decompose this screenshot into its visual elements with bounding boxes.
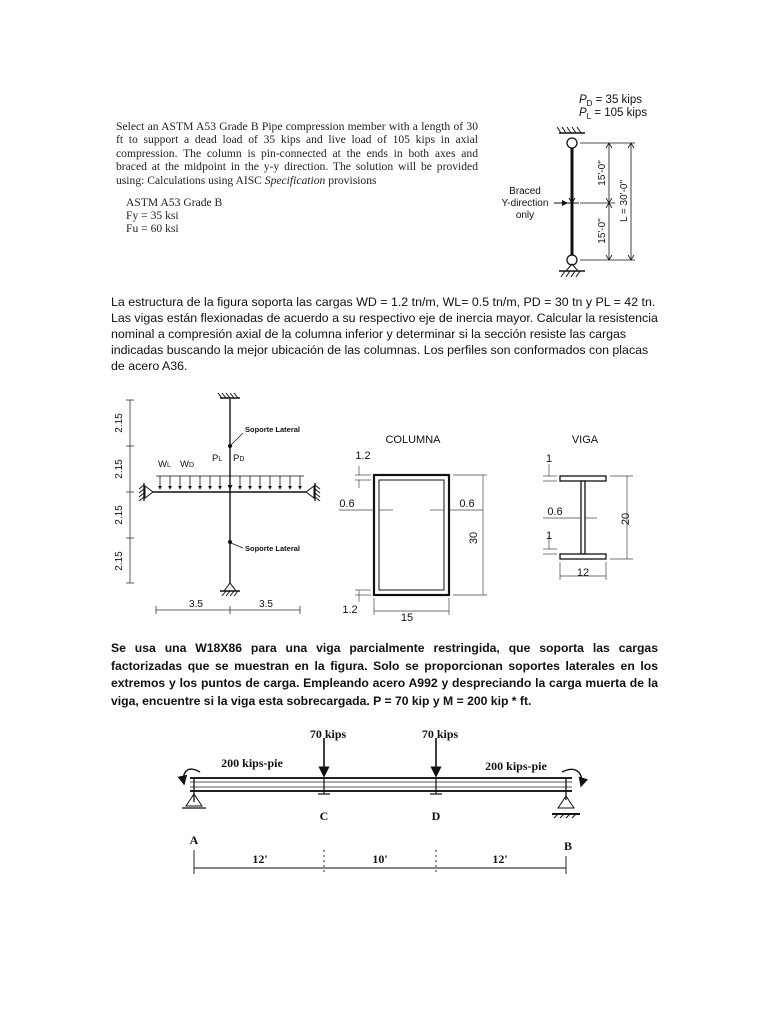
top-support (557, 127, 585, 148)
braced-label-1: Braced (509, 186, 541, 197)
height-3: 2.15 (114, 505, 125, 525)
span-cd: 10' (372, 852, 388, 866)
frame-left-support (139, 483, 153, 501)
columna-title: COLUMNA (385, 434, 441, 446)
columna-web-left: 0.6 (339, 498, 355, 510)
bottom-support (559, 255, 585, 277)
columna-section (335, 430, 495, 622)
frame-top-support (218, 393, 240, 398)
support-b (552, 778, 580, 818)
frame-right-support (306, 483, 320, 501)
point-b: B (563, 839, 573, 853)
braced-label-3: only (515, 210, 535, 221)
point-c: C (319, 809, 329, 823)
viga-section (535, 430, 645, 585)
material-title: ASTM A53 Grade B (126, 196, 223, 209)
pd-label: $P_D = 35$ kips (579, 94, 642, 108)
point-d: D (431, 809, 441, 823)
load-c-label: 70 kips (309, 727, 347, 741)
viga-flange-top: 1 (545, 453, 553, 465)
lateral-support-leader-top (231, 433, 243, 445)
wd-label: WD (180, 459, 195, 470)
braced-label-2: Y-direction (501, 198, 549, 209)
span-ac: 12' (252, 852, 268, 866)
dim-lower: 15'-0" (597, 218, 608, 244)
height-1: 2.15 (114, 413, 125, 433)
problem2-statement: La estructura de la figura soporta las cargas WD = 1.2 tn/m, WL= 0.5 tn/m, PD = 30 tn y PL = 42 tn. Las vigas están flexionadas de acuerdo a su respectivo eje de inercia mayor. Calcular la resistencia nominal a compresión axial de la columna inferior y determinar si la sección resiste las cargas indicadas buscando la mejor ubicación de las columnas. Los perfiles son conformados con placas de acero A36. (111, 295, 658, 373)
columna-shape (374, 475, 449, 595)
span-dimensions (156, 606, 300, 614)
frame-figure (108, 385, 333, 617)
viga-title: VIGA (571, 434, 599, 446)
problem1-statement (116, 120, 478, 187)
columna-web-right: 0.6 (459, 498, 475, 510)
problem1-text-italic: Specification (264, 173, 326, 187)
problem1-text-end: provisions (325, 173, 377, 187)
support-a (182, 778, 206, 808)
columna-bottom-t: 1.2 (342, 604, 358, 616)
viga-web: 0.6 (547, 506, 563, 518)
viga-width: 12 (576, 567, 590, 579)
problem1-text: Select an ASTM A53 Grade B Pipe compression member with a length of 30 ft to support a dead load of 35 kips and live load of 105 kips in axial compression. The column is pin-connected at the ends in both axes and braced at the midpoint in the y-y direction. The solution will be provided using: Calculations using AISC (116, 120, 478, 187)
pl-label: $P_L = 105$ kips (579, 107, 648, 121)
lateral-support-leader-bottom (231, 543, 243, 548)
lateral-support-top: Soporte Lateral (245, 425, 301, 434)
viga-shape (560, 476, 606, 559)
material-fu: Fu = 60 ksi (126, 222, 179, 235)
beam-figure (170, 722, 600, 877)
wl-label: WL (158, 459, 171, 470)
span-db: 12' (492, 852, 508, 866)
moment-left-label: 200 kips-pie (221, 756, 283, 770)
problem1-material (126, 196, 222, 235)
mid-brace (554, 198, 579, 203)
span-1: 3.5 (189, 599, 203, 610)
height-dimensions (126, 400, 134, 583)
problem3-statement: Se usa una W18X86 para una viga parcialmente restringida, que soporta las cargas factorizadas que se muestran en la figura. Solo se proporcionan soportes laterales en los extremos y los puntos de carga. Empleando acero A992 y despreciando la carga muerta de la viga, encuentre si la viga esta sobrecargada. P = 70 kip y M = 200 kip * ft. (111, 641, 658, 708)
material-fy: Fy = 35 ksi (126, 209, 179, 222)
columna-height: 30 (468, 531, 480, 545)
columna-width: 15 (400, 612, 414, 622)
column-figure (485, 88, 655, 278)
columna-flange-t: 1.2 (355, 450, 371, 462)
moment-right-label: 200 kips-pie (485, 759, 547, 773)
frame-bottom-support (220, 583, 240, 596)
point-a: A (189, 833, 199, 847)
height-4: 2.15 (114, 551, 125, 571)
load-d-label: 70 kips (421, 727, 459, 741)
beam-member (190, 778, 572, 791)
viga-flange-bottom: 1 (545, 530, 553, 542)
columna-dimensions (339, 466, 487, 615)
span-2: 3.5 (259, 599, 273, 610)
dim-upper: 15'-0" (597, 160, 608, 186)
pl-frame-label: PL (212, 453, 223, 464)
dim-total: L = 30'-0" (619, 179, 630, 223)
lateral-support-bottom: Soporte Lateral (245, 544, 301, 553)
viga-height: 20 (620, 512, 632, 526)
height-2: 2.15 (114, 459, 125, 479)
pd-frame-label: PD (233, 453, 245, 464)
